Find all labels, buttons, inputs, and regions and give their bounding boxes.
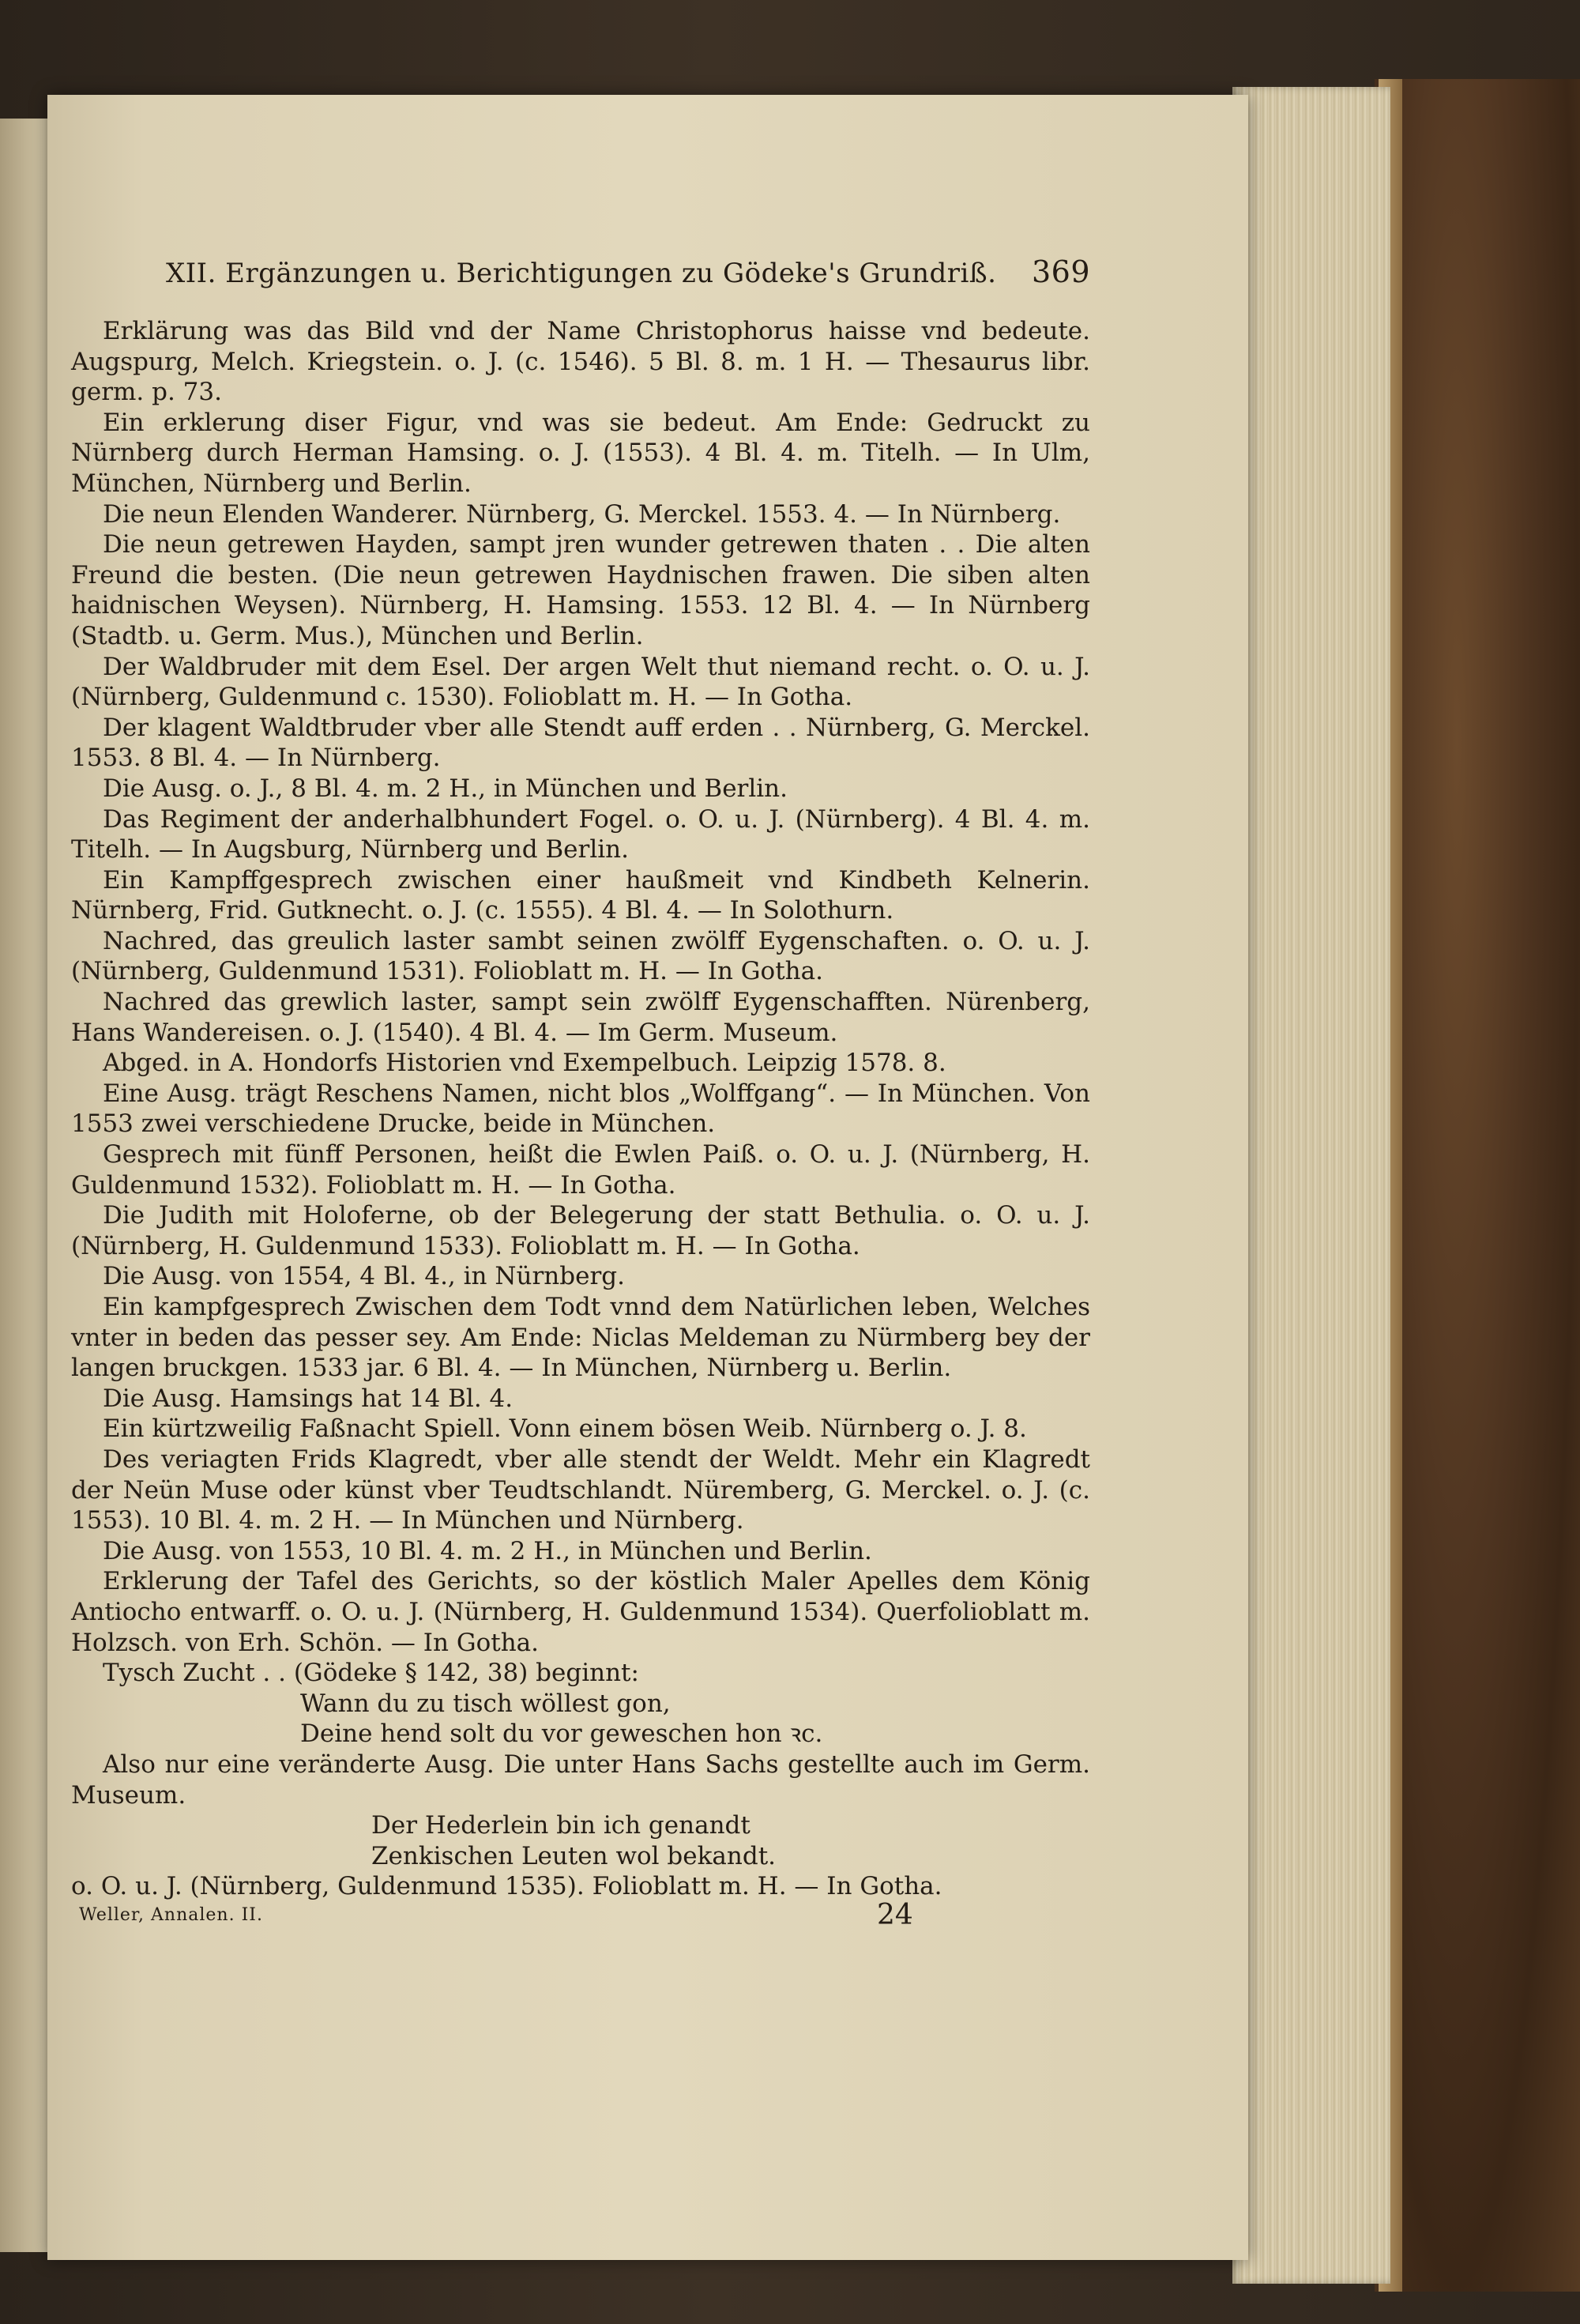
book-cover <box>1375 79 1580 2292</box>
entry: Ein erklerung diser Figur, vnd was sie bedeut. Am Ende: Gedruckt zu Nürnberg durch Herman Hamsing. o. J. (1553). 4 Bl. 4. m. Titelh. — In Ulm, München, Nürnberg und Berlin. <box>71 408 1090 498</box>
verse-line: Zenkischen Leuten wol bekandt. <box>371 1841 777 1870</box>
page-footer <box>71 1898 1090 1942</box>
verse-quote <box>71 1810 1090 1871</box>
entry: Die neun getrewen Hayden, sampt jren wunder getrewen thaten . . Die alten Freund die besten. (Die neun getrewen Haydnischen frawen. Die siben alten haidnischen Weysen). Nürnberg, H. Hamsing. 1553. 12 Bl. 4. — In Nürnberg (Stadtb. u. Germ. Mus.), München und Berlin. <box>71 530 1090 650</box>
running-title: XII. Ergänzungen u. Berichtigungen zu Gödeke's Grundriß. <box>166 258 997 289</box>
verse-quote <box>71 1689 1090 1750</box>
page-number: 369 <box>1031 254 1090 289</box>
entry: Eine Ausg. trägt Reschens Namen, nicht blos „Wolffgang“. — In München. Von 1553 zwei verschiedene Drucke, beide in München. <box>71 1079 1090 1139</box>
page-header <box>166 251 1090 296</box>
entry: Die Ausg. Hamsings hat 14 Bl. 4. <box>103 1384 514 1413</box>
entry: Nachred, das greulich laster sambt seinen zwölff Eygenschaften. o. O. u. J. (Nürnberg, Guldenmund 1531). Folioblatt m. H. — In Gotha. <box>71 926 1090 986</box>
entry: Abged. in A. Hondorfs Historien vnd Exempelbuch. Leipzig 1578. 8. <box>103 1049 946 1078</box>
entry: Gesprech mit fünff Personen, heißt die Ewlen Paiß. o. O. u. J. (Nürnberg, H. Guldenmund 1532). Folioblatt m. H. — In Gotha. <box>71 1140 1090 1200</box>
verse-line: Der Hederlein bin ich genandt <box>371 1811 750 1840</box>
signature-mark: Weller, Annalen. II. <box>79 1904 263 1925</box>
entry: Erklärung was das Bild vnd der Name Christophorus haisse vnd bedeute. Augspurg, Melch. Kriegstein. o. J. (c. 1546). 5 Bl. 8. m. 1 H. — Thesaurus libr. germ. p. 73. <box>71 317 1090 407</box>
entry: o. O. u. J. (Nürnberg, Guldenmund 1535). Folioblatt m. H. — In Gotha. <box>71 1872 942 1901</box>
page-content <box>71 251 1090 1942</box>
verse-line: Deine hend solt du vor geweschen hon ꝛc. <box>300 1719 823 1749</box>
entry: Die Ausg. o. J., 8 Bl. 4. m. 2 H., in München und Berlin. <box>103 774 788 803</box>
entry: Die Ausg. von 1553, 10 Bl. 4. m. 2 H., in München und Berlin. <box>103 1536 872 1565</box>
entry-list <box>71 316 1090 1902</box>
entry: Die Ausg. von 1554, 4 Bl. 4., in Nürnberg. <box>103 1262 625 1291</box>
entry: Der klagent Waldtbruder vber alle Stendt auff erden . . Nürnberg, G. Merckel. 1553. 8 Bl. 4. — In Nürnberg. <box>71 713 1090 773</box>
entry: Also nur eine veränderte Ausg. Die unter Hans Sachs gestellte auch im Germ. Museum. <box>71 1750 1090 1810</box>
entry: Erklerung der Tafel des Gerichts, so der köstlich Maler Apelles dem König Antiocho entwarff. o. O. u. J. (Nürnberg, H. Guldenmund 1534). Querfolioblatt m. Holzsch. von Erh. Schön. — In Gotha. <box>71 1567 1090 1657</box>
entry: Die Judith mit Holoferne, ob der Belegerung der statt Bethulia. o. O. u. J. (Nürnberg, H. Guldenmund 1533). Folioblatt m. H. — In Gotha. <box>71 1201 1090 1260</box>
verse-line: Wann du zu tisch wöllest gon, <box>300 1689 671 1718</box>
entry: Die neun Elenden Wanderer. Nürnberg, G. Merckel. 1553. 4. — In Nürnberg. <box>103 499 1061 529</box>
entry: Der Waldbruder mit dem Esel. Der argen Welt thut niemand recht. o. O. u. J. (Nürnberg, Guldenmund c. 1530). Folioblatt m. H. — In Gotha. <box>71 652 1090 712</box>
entry: Ein kürtzweilig Faßnacht Spiell. Vonn einem bösen Weib. Nürnberg o. J. 8. <box>103 1414 1027 1444</box>
entry: Tysch Zucht . . (Gödeke § 142, 38) beginnt: <box>103 1659 639 1688</box>
entry: Ein kampfgesprech Zwischen dem Todt vnnd dem Natürlichen leben, Welches vnter in beden das pesser sey. Am Ende: Niclas Meldeman zu Nürmberg bey der langen bruckgen. 1533 jar. 6 Bl. 4. — In München, Nürnberg u. Berlin. <box>71 1293 1090 1383</box>
entry: Ein Kampffgesprech zwischen einer haußmeit vnd Kindbeth Kelnerin. Nürnberg, Frid. Gutknecht. o. J. (c. 1555). 4 Bl. 4. — In Solothurn. <box>71 865 1090 925</box>
entry: Das Regiment der anderhalbhundert Fogel. o. O. u. J. (Nürnberg). 4 Bl. 4. m. Titelh. — In Augsburg, Nürnberg und Berlin. <box>71 804 1090 864</box>
entry: Des veriagten Frids Klagredt, vber alle stendt der Weldt. Mehr ein Klagredt der Neün Muse oder künst vber Teudtschlandt. Nüremberg, G. Merckel. o. J. (c. 1553). 10 Bl. 4. m. 2 H. — In München und Nürnberg. <box>71 1444 1090 1535</box>
entry: Nachred das grewlich laster, sampt sein zwölff Eygenschafften. Nürenberg, Hans Wandereisen. o. J. (1540). 4 Bl. 4. — Im Germ. Museum. <box>71 988 1090 1047</box>
page-edges <box>1232 87 1390 2284</box>
sheet-number: 24 <box>877 1898 913 1931</box>
